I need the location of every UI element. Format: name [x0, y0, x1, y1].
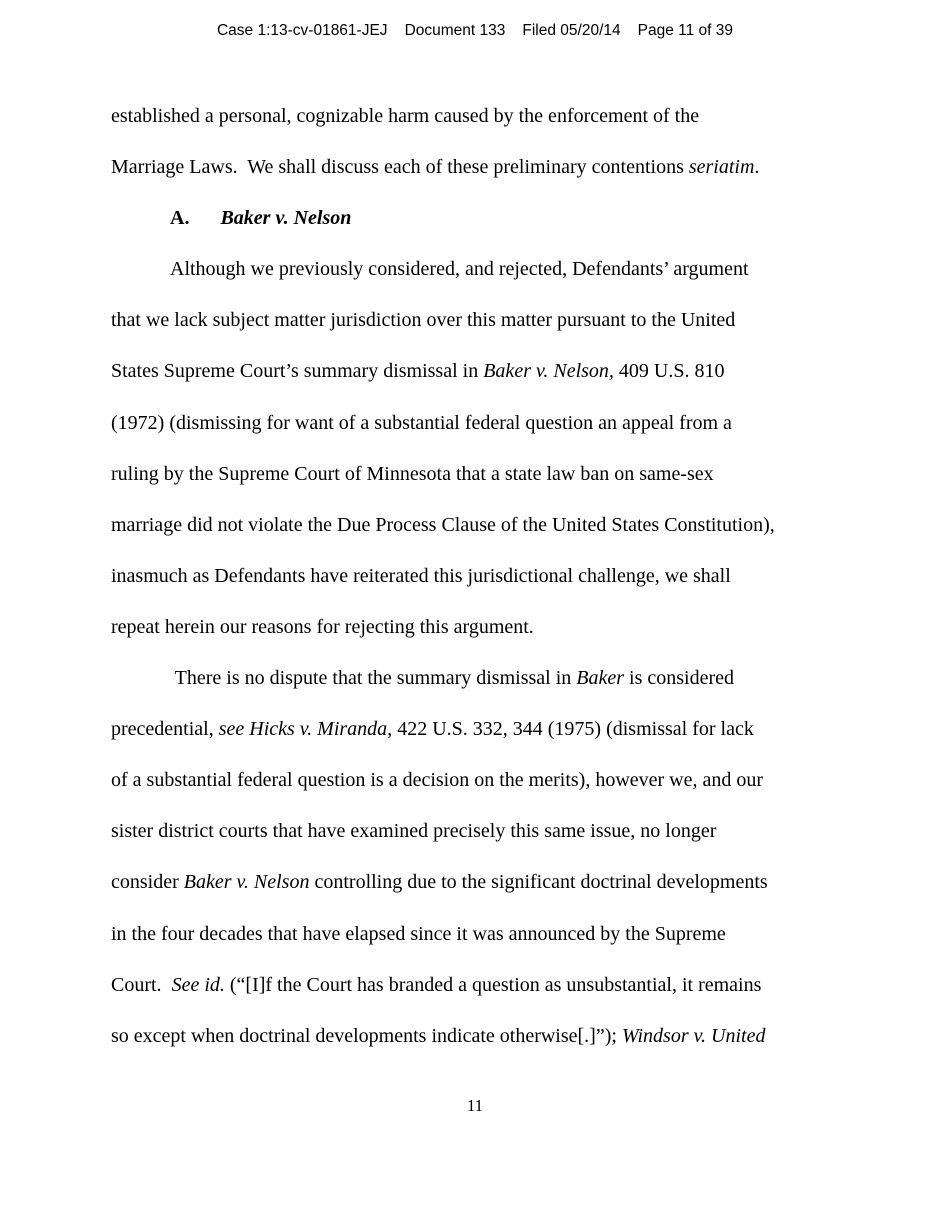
text-line: Although we previously considered, and rejected, Defendants’ argument — [170, 258, 749, 281]
case-number: Case 1:13-cv-01861-JEJ — [216, 22, 388, 39]
text-line: precedential, see Hicks v. Miranda, 422 U.S. 332, 344 (1975) (dismissal for lack — [111, 718, 754, 741]
text-line: Court. See id. (“[I]f the Court has branded a question as unsubstantial, it remains — [111, 973, 762, 996]
text-line: (1972) (dismissing for want of a substantial federal question an appeal from a — [111, 411, 732, 434]
text-line: sister district courts that have examined precisely this same issue, no longer — [111, 820, 717, 843]
case-stamp-header — [0, 22, 950, 40]
text-line: There is no dispute that the summary dismissal in Baker is considered — [170, 667, 734, 690]
text-line: consider Baker v. Nelson controlling due to the significant doctrinal developments — [111, 871, 768, 894]
page-count: Page 11 of 39 — [637, 22, 734, 39]
text-line: Marriage Laws. We shall discuss each of these preliminary contentions seriatim. — [111, 156, 760, 179]
section-heading: A. Baker v. Nelson — [170, 207, 352, 230]
text-line: States Supreme Court’s summary dismissal in Baker v. Nelson, 409 U.S. 810 — [111, 360, 725, 383]
document-body — [111, 91, 871, 1062]
text-line: marriage did not violate the Due Process Clause of the United States Constitution), — [111, 513, 775, 536]
text-line: inasmuch as Defendants have reiterated this jurisdictional challenge, we shall — [111, 564, 731, 587]
text-line: that we lack subject matter jurisdiction over this matter pursuant to the United — [111, 309, 736, 332]
text-line: so except when doctrinal developments indicate otherwise[.]”); Windsor v. United — [111, 1024, 766, 1047]
text-line: repeat herein our reasons for rejecting this argument. — [111, 615, 534, 638]
text-line: in the four decades that have elapsed since it was announced by the Supreme — [111, 922, 726, 945]
document-number: Document 133 — [404, 22, 506, 39]
page-number: 11 — [466, 1096, 484, 1115]
text-line: ruling by the Supreme Court of Minnesota that a state law ban on same-sex — [111, 462, 714, 485]
text-line: established a personal, cognizable harm caused by the enforcement of the — [111, 105, 700, 127]
filed-date: Filed 05/20/14 — [522, 22, 621, 39]
text-line: of a substantial federal question is a decision on the merits), however we, and our — [111, 769, 764, 792]
